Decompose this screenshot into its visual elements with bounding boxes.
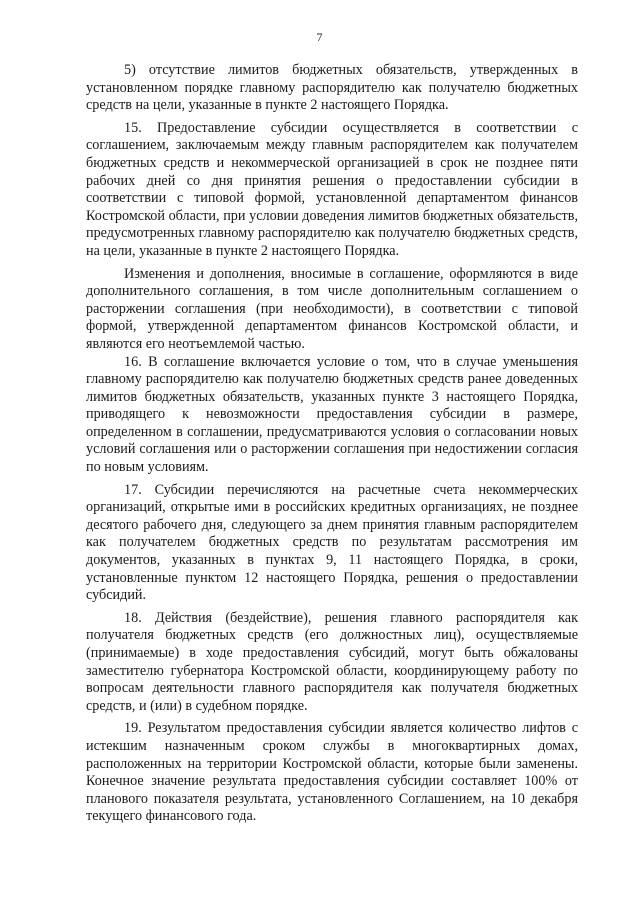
paragraph-amendments: Изменения и дополнения, вносимые в соглашение, оформляются в виде дополнительного соглашения, в том числе дополнительным соглашением о расторжении соглашения (при необходимости), в соответствии с типовой формой, утвержденной департаментом финансов Костромской области, и являются его неотъемлемой частью. — [86, 265, 578, 352]
paragraph-clause-15: 15. Предоставление субсидии осуществляется в соответствии с соглашением, заключаемым между главным распорядителем как получателем бюджетных средств и некоммерческой организацией в срок не позднее пяти рабочих дней со дня принятия решения о предоставлении субсидии в соответствии с типовой формой, установленной департаментом финансов Костромской области, при условии доведения лимитов бюджетных обязательств, предусмотренных главному распорядителю как получателю бюджетных средств, на цели, указанные в пункте 2 настоящего Порядка. — [86, 119, 578, 259]
paragraph-clause-17: 17. Субсидии перечисляются на расчетные счета некоммерческих организаций, открытые ими в российских кредитных организациях, не позднее десятого рабочего дня, следующего за днем принятия главным распорядителем как получателем бюджетных средств по результатам рассмотрения им документов, указанных в пунктах 9, 11 настоящего Порядка, в сроки, установленные пунктом 12 настоящего Порядка, решения о предоставлении субсидий. — [86, 481, 578, 604]
paragraph-clause-16: 16. В соглашение включается условие о том, что в случае уменьшения главному распорядителю как получателю бюджетных средств ранее доведенных лимитов бюджетных обязательств, указанных пункте 3 настоящего Порядка, приводящего к невозможности предоставления субсидии в размере, определенном в соглашении, предусматриваются условия о согласовании новых условий соглашения или о расторжении соглашения при недостижении согласия по новым условиям. — [86, 353, 578, 476]
paragraph-item-5: 5) отсутствие лимитов бюджетных обязательств, утвержденных в установленном порядке главному распорядителю как получателю бюджетных средств на цели, указанные в пункте 2 настоящего Порядка. — [86, 62, 578, 114]
paragraph-clause-18: 18. Действия (бездействие), решения главного распорядителя как получателя бюджетных средств (его должностных лиц), осуществляемые (принимаемые) в ходе предоставления субсидий, могут быть обжалованы заместителю губернатора Костромской области, координирующему работу по вопросам деятельности главного распорядителя как получателя бюджетных средств, и (или) в судебном порядке. — [86, 609, 578, 714]
paragraph-clause-19: 19. Результатом предоставления субсидии является количество лифтов с истекшим назначенным сроком службы в многоквартирных домах, расположенных на территории Костромской области, которые были заменены. Конечное значение результата предоставления субсидии составляет 100% от планового показателя результата, установленного Соглашением, на 10 декабря текущего финансового года. — [86, 720, 578, 825]
page-number: 7 — [316, 30, 323, 44]
document-body — [86, 62, 578, 826]
